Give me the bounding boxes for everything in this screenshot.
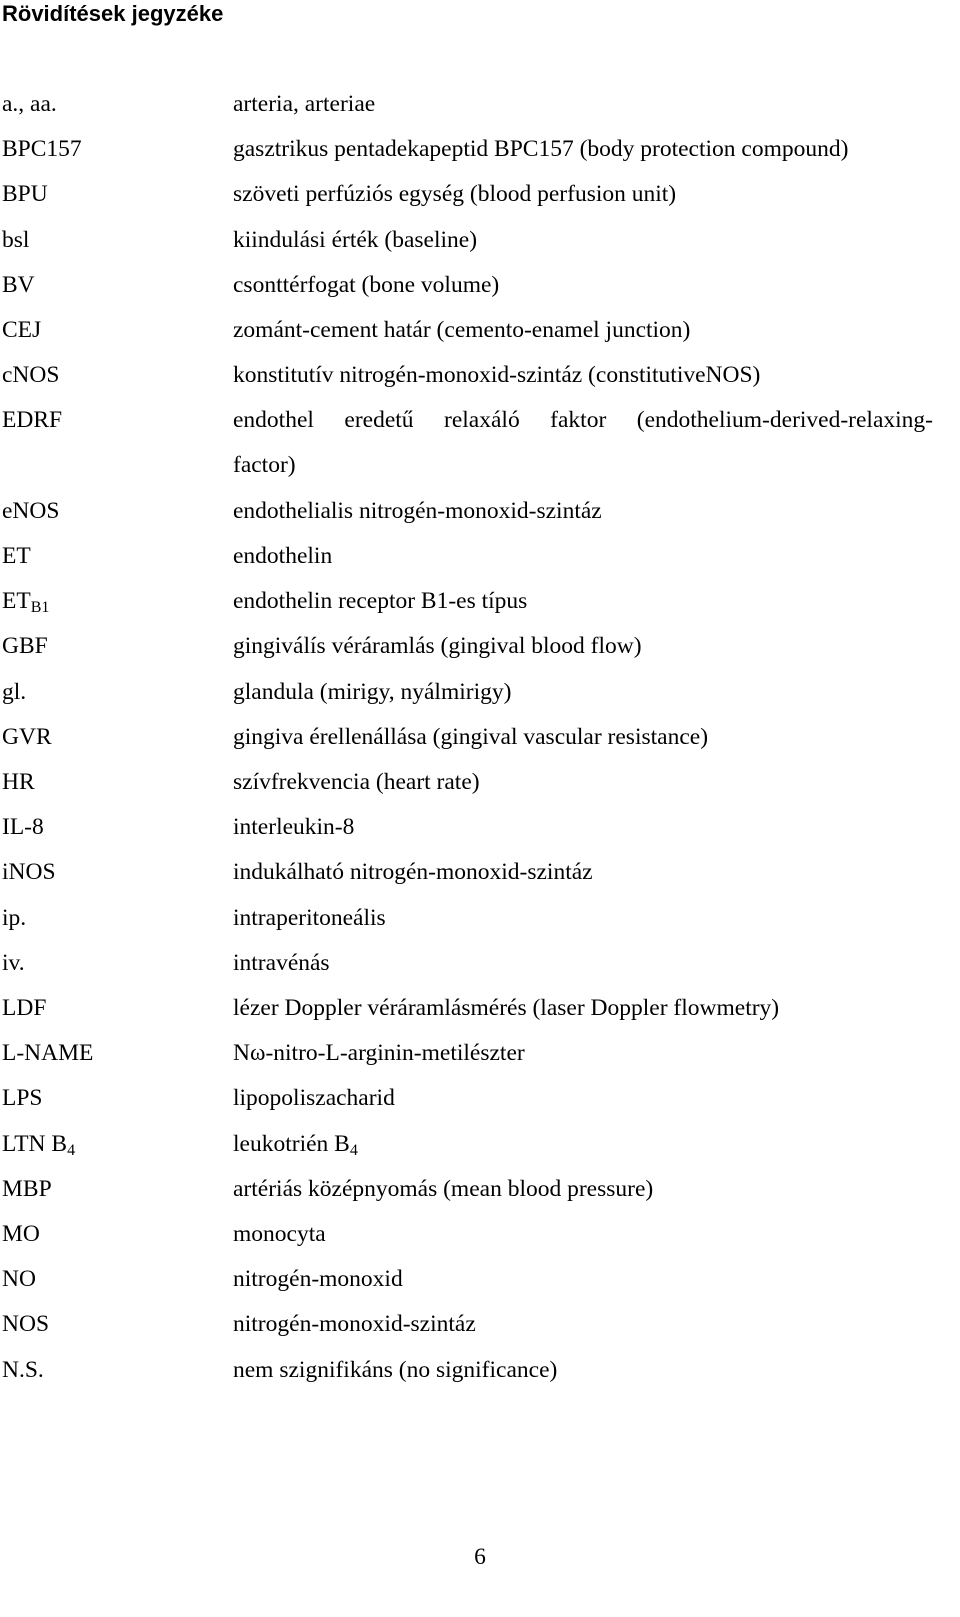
abbreviation-term-subscript: 4 bbox=[67, 1141, 76, 1159]
abbreviation-definition-text: szöveti perfúziós egység (blood perfusion unit) bbox=[233, 181, 677, 208]
abbreviation-term bbox=[2, 1038, 93, 1068]
abbreviation-definition bbox=[233, 1264, 933, 1294]
abbreviation-definition bbox=[233, 722, 933, 752]
abbreviation-definition bbox=[233, 270, 933, 300]
abbreviation-definition-text: zománt-cement határ (cemento-enamel junction) bbox=[233, 317, 691, 343]
abbreviation-definition-text: szívfrekvencia (heart rate) bbox=[233, 769, 480, 795]
abbreviation-definition bbox=[233, 225, 933, 255]
abbreviation-term-text: IL-8 bbox=[2, 814, 44, 841]
abbreviation-definition bbox=[233, 1309, 933, 1339]
abbreviation-definition-text: intraperitoneális bbox=[233, 904, 386, 931]
abbreviation-definition bbox=[233, 496, 933, 526]
abbreviation-definition-continuation: factor) bbox=[233, 452, 296, 479]
abbreviation-term-text: ET bbox=[2, 588, 31, 615]
abbreviation-definition-text: interleukin-8 bbox=[233, 814, 355, 841]
abbreviation-term bbox=[2, 1219, 40, 1249]
abbreviation-definition-text: lézer Doppler véráramlásmérés (laser Doppler flowmetry) bbox=[233, 995, 780, 1021]
abbreviation-definition-text: glandula (mirigy, nyálmirigy) bbox=[233, 678, 512, 705]
abbreviation-term bbox=[2, 767, 35, 797]
abbreviation-term bbox=[2, 948, 25, 978]
abbreviation-term-text: gl. bbox=[2, 678, 27, 705]
abbreviation-definition bbox=[233, 1219, 933, 1249]
abbreviation-term bbox=[2, 993, 46, 1023]
abbreviation-entry bbox=[0, 541, 960, 586]
abbreviation-entry bbox=[0, 1038, 960, 1083]
abbreviation-term-text: NO bbox=[2, 1266, 36, 1293]
abbreviation-term-text: cNOS bbox=[2, 362, 60, 389]
abbreviation-entry bbox=[0, 812, 960, 857]
abbreviation-entry bbox=[0, 225, 960, 270]
abbreviation-entry bbox=[0, 767, 960, 812]
abbreviation-term bbox=[2, 360, 59, 390]
abbreviation-definition-text: endothelin receptor B1-es típus bbox=[233, 588, 528, 615]
abbreviation-definition bbox=[233, 360, 933, 390]
abbreviation-term bbox=[2, 1355, 44, 1385]
abbreviation-definition-text: endothelialis nitrogén-monoxid-szintáz bbox=[233, 497, 602, 524]
abbreviation-definition bbox=[233, 1038, 933, 1068]
abbreviation-entry bbox=[0, 405, 960, 479]
abbreviation-entry bbox=[0, 857, 960, 902]
abbreviation-entry bbox=[0, 1264, 960, 1309]
abbreviation-definition-text: artériás középnyomás (mean blood pressure) bbox=[233, 1175, 654, 1202]
page-heading: Rövidítések jegyzéke bbox=[2, 1, 224, 26]
abbreviation-definition bbox=[233, 1129, 933, 1162]
abbreviation-entry bbox=[0, 722, 960, 767]
abbreviation-term bbox=[2, 1309, 49, 1339]
abbreviation-term bbox=[2, 857, 56, 887]
abbreviation-term bbox=[2, 541, 31, 571]
abbreviation-definition bbox=[233, 89, 933, 119]
abbreviation-definition-text: nitrogén-monoxid-szintáz bbox=[233, 1311, 476, 1338]
abbreviation-term-text: BV bbox=[2, 271, 35, 298]
abbreviation-definition-text: leukotrién B bbox=[233, 1130, 350, 1157]
abbreviation-entry bbox=[0, 948, 960, 993]
abbreviation-entry bbox=[0, 586, 960, 631]
abbreviation-term-text: MBP bbox=[2, 1175, 52, 1202]
abbreviation-term-text: eNOS bbox=[2, 497, 60, 524]
abbreviation-term bbox=[2, 496, 59, 526]
abbreviation-entry bbox=[0, 360, 960, 405]
abbreviation-term bbox=[2, 1264, 36, 1294]
abbreviation-term-text: LPS bbox=[2, 1085, 43, 1112]
abbreviation-term-text: L-NAME bbox=[2, 1040, 94, 1067]
abbreviation-definition bbox=[233, 134, 933, 164]
abbreviation-entry bbox=[0, 1083, 960, 1128]
abbreviation-definition bbox=[233, 315, 933, 345]
abbreviation-definition-text: indukálható nitrogén-monoxid-szintáz bbox=[233, 859, 593, 886]
abbreviation-term bbox=[2, 586, 49, 619]
abbreviation-definition bbox=[233, 405, 933, 435]
abbreviation-definition bbox=[233, 903, 933, 933]
abbreviation-term-text: MO bbox=[2, 1221, 40, 1247]
abbreviation-term-text: BPC157 bbox=[2, 136, 82, 163]
abbreviation-entry bbox=[0, 89, 960, 134]
abbreviation-term-text: iNOS bbox=[2, 859, 56, 886]
abbreviation-term-text: EDRF bbox=[2, 407, 63, 434]
abbreviation-term bbox=[2, 1083, 43, 1113]
abbreviation-term bbox=[2, 812, 44, 842]
abbreviation-definition bbox=[233, 767, 933, 797]
abbreviation-definition bbox=[233, 1083, 933, 1113]
abbreviation-definition-text: nitrogén-monoxid bbox=[233, 1266, 403, 1293]
abbreviation-term bbox=[2, 225, 29, 255]
abbreviation-term-text: LTN B bbox=[2, 1130, 68, 1157]
abbreviation-definition-text: Nω-nitro-L-arginin-metilészter bbox=[233, 1040, 525, 1067]
abbreviation-entry bbox=[0, 1219, 960, 1264]
abbreviation-definition-text: endothel eredetű relaxáló faktor (endothelium-derived-relaxing- bbox=[233, 407, 933, 434]
abbreviation-definition-text: konstitutív nitrogén-monoxid-szintáz (constitutiveNOS) bbox=[233, 362, 761, 389]
abbreviation-entry bbox=[0, 1129, 960, 1174]
abbreviation-definition-text: kiindulási érték (baseline) bbox=[233, 226, 478, 253]
abbreviation-term-text: N.S. bbox=[2, 1356, 44, 1383]
abbreviation-definition-text: endothelin bbox=[233, 543, 333, 569]
abbreviation-term bbox=[2, 179, 48, 209]
abbreviation-definition-text: arteria, arteriae bbox=[233, 91, 376, 117]
abbreviation-definition-text: nem szignifikáns (no significance) bbox=[233, 1356, 558, 1383]
abbreviation-definition bbox=[233, 631, 933, 661]
abbreviation-term-text: GBF bbox=[2, 633, 48, 660]
abbreviation-definition-text: gasztrikus pentadekapeptid BPC157 (body protection compound) bbox=[233, 136, 849, 163]
abbreviation-term bbox=[2, 134, 82, 164]
abbreviation-term bbox=[2, 631, 48, 661]
abbreviation-definition-text: gingiválís véráramlás (gingival blood flow) bbox=[233, 633, 642, 660]
abbreviation-entry bbox=[0, 315, 960, 360]
abbreviation-entry bbox=[0, 677, 960, 722]
abbreviation-definition-text: monocyta bbox=[233, 1221, 326, 1247]
abbreviation-term-text: GVR bbox=[2, 723, 52, 750]
abbreviation-entry bbox=[0, 631, 960, 676]
abbreviation-term-text: NOS bbox=[2, 1311, 50, 1338]
abbreviation-term bbox=[2, 1129, 75, 1162]
abbreviation-definition bbox=[233, 993, 933, 1023]
abbreviation-term-text: ET bbox=[2, 543, 31, 569]
abbreviation-term-text: LDF bbox=[2, 995, 47, 1021]
abbreviation-definition bbox=[233, 541, 933, 571]
abbreviation-entry bbox=[0, 1355, 960, 1400]
abbreviation-entry bbox=[0, 496, 960, 541]
abbreviation-term-subscript: B1 bbox=[30, 599, 50, 617]
abbreviation-term bbox=[2, 89, 57, 119]
abbreviation-term bbox=[2, 903, 26, 933]
abbreviation-term-text: iv. bbox=[2, 949, 25, 976]
abbreviation-definition bbox=[233, 179, 933, 209]
abbreviation-term bbox=[2, 270, 35, 300]
abbreviation-term-text: bsl bbox=[2, 226, 30, 253]
abbreviation-term bbox=[2, 405, 62, 435]
abbreviation-term-text: HR bbox=[2, 769, 35, 795]
abbreviation-entry bbox=[0, 1309, 960, 1354]
abbreviation-definition-text: intravénás bbox=[233, 949, 330, 976]
abbreviation-term bbox=[2, 315, 41, 345]
abbreviation-entry bbox=[0, 903, 960, 948]
abbreviation-term-text: BPU bbox=[2, 181, 48, 208]
abbreviation-term-text: ip. bbox=[2, 904, 27, 931]
abbreviation-definition bbox=[233, 948, 933, 978]
abbreviation-definition bbox=[233, 812, 933, 842]
abbreviation-term bbox=[2, 1174, 52, 1204]
abbreviation-definition-text: gingiva érellenállása (gingival vascular resistance) bbox=[233, 723, 709, 750]
abbreviation-term-text: CEJ bbox=[2, 317, 42, 343]
abbreviation-definition bbox=[233, 677, 933, 707]
abbreviation-entry bbox=[0, 270, 960, 315]
abbreviation-term bbox=[2, 677, 26, 707]
page-number: 6 bbox=[474, 1544, 486, 1570]
abbreviation-definition-text: csonttérfogat (bone volume) bbox=[233, 271, 500, 298]
abbreviation-entry bbox=[0, 993, 960, 1038]
abbreviation-definition bbox=[233, 586, 933, 616]
abbreviation-definition-text: lipopoliszacharid bbox=[233, 1085, 395, 1112]
abbreviation-entry bbox=[0, 1174, 960, 1219]
abbreviation-term-text: a., aa. bbox=[2, 91, 57, 117]
abbreviation-definition bbox=[233, 857, 933, 887]
abbreviation-entry bbox=[0, 179, 960, 224]
abbreviation-definition bbox=[233, 1355, 933, 1385]
abbreviation-definition-subscript: 4 bbox=[349, 1141, 358, 1159]
abbreviation-entry bbox=[0, 134, 960, 179]
abbreviation-definition bbox=[233, 1174, 933, 1204]
abbreviation-term bbox=[2, 722, 52, 752]
